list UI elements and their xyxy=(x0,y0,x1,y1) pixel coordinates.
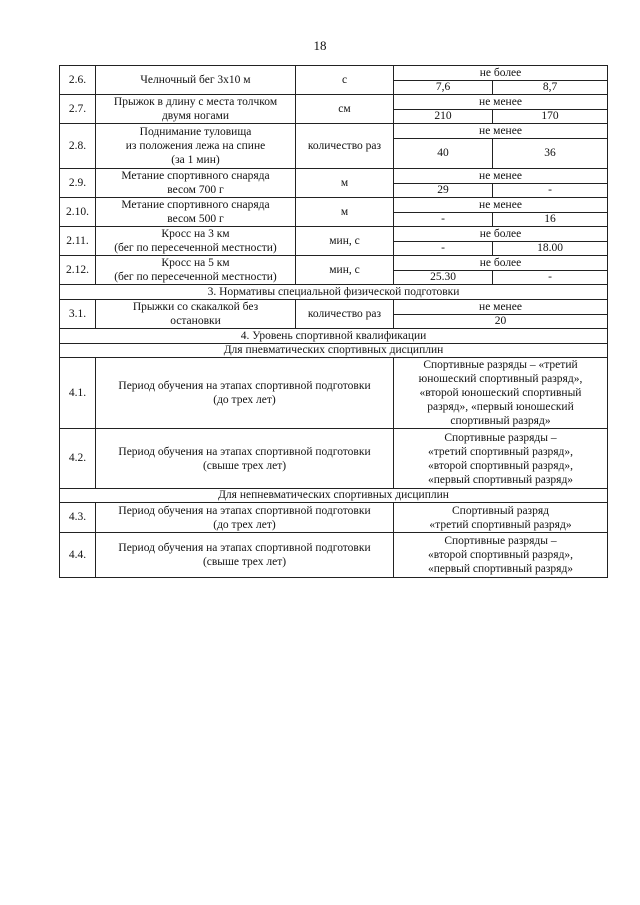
value-2: - xyxy=(493,271,608,285)
table-row xyxy=(60,344,608,358)
training-period xyxy=(96,533,394,578)
table-row xyxy=(60,66,608,81)
name-line: Прыжки со скакалкой без xyxy=(132,301,259,313)
section-heading: 3. Нормативы специальной физической подготовки xyxy=(60,285,608,300)
exercise-name xyxy=(96,300,296,329)
row-number: 3.1. xyxy=(60,300,96,329)
qualification-line: «первый спортивный разряд» xyxy=(427,563,574,575)
row-number: 2.8. xyxy=(60,124,96,169)
table-row xyxy=(60,124,608,139)
period-line: (до трех лет) xyxy=(213,394,276,406)
standards-table xyxy=(59,65,608,578)
value-1: - xyxy=(394,213,493,227)
subsection-heading: Для пневматических спортивных дисциплин xyxy=(60,344,608,358)
value-2: 36 xyxy=(493,139,608,169)
condition: не менее xyxy=(394,198,608,213)
period-line: Период обучения на этапах спортивной подготовки xyxy=(118,380,371,392)
value-2: 8,7 xyxy=(493,81,608,95)
table-row xyxy=(60,198,608,213)
qualification-level xyxy=(394,429,608,489)
qualification-line: юношеский спортивный разряд», xyxy=(418,373,583,385)
table-row xyxy=(60,429,608,489)
qualification-line: «второй юношеский спортивный xyxy=(419,387,582,399)
unit: мин, с xyxy=(296,227,394,256)
value-1: 210 xyxy=(394,110,493,124)
qualification-line: «первый спортивный разряд» xyxy=(427,473,574,486)
table-row xyxy=(60,329,608,344)
name-line: (бег по пересеченной местности) xyxy=(114,242,277,254)
qualification-line: «второй спортивный разряд», xyxy=(427,549,574,561)
period-line: Период обучения на этапах спортивной подготовки xyxy=(118,504,371,517)
value-1: 40 xyxy=(394,139,493,169)
unit: с xyxy=(296,66,394,95)
row-number: 4.4. xyxy=(60,533,96,578)
row-number: 4.3. xyxy=(60,503,96,533)
row-number: 2.7. xyxy=(60,95,96,124)
value-1: - xyxy=(394,242,493,256)
value-2: 170 xyxy=(493,110,608,124)
qualification-level xyxy=(394,503,608,533)
name-line: Кросс на 5 км xyxy=(161,257,230,269)
table-row xyxy=(60,169,608,184)
qualification-line: «второй спортивный разряд», xyxy=(427,459,574,472)
period-line: Период обучения на этапах спортивной подготовки xyxy=(118,445,371,458)
row-number: 4.2. xyxy=(60,429,96,489)
exercise-name: Челночный бег 3х10 м xyxy=(96,66,296,95)
table-row xyxy=(60,285,608,300)
exercise-name xyxy=(96,198,296,227)
training-period xyxy=(96,429,394,489)
name-line: весом 500 г xyxy=(167,213,224,225)
qualification-line: «третий спортивный разряд» xyxy=(429,518,572,531)
condition: не менее xyxy=(394,300,608,315)
name-line: Метание спортивного снаряда xyxy=(121,170,270,182)
table-row xyxy=(60,489,608,503)
name-line: остановки xyxy=(170,315,221,327)
condition: не более xyxy=(394,256,608,271)
value-1: 29 xyxy=(394,184,493,198)
name-line: из положения лежа на спине xyxy=(125,140,266,152)
qualification-line: «третий спортивный разряд», xyxy=(427,445,574,458)
row-number: 2.12. xyxy=(60,256,96,285)
table-row xyxy=(60,358,608,429)
unit: количество раз xyxy=(296,300,394,329)
period-line: (до трех лет) xyxy=(213,518,276,531)
table-row xyxy=(60,533,608,578)
period-line: (свыше трех лет) xyxy=(202,459,287,472)
qualification-line: разряд», «первый юношеский xyxy=(427,401,574,413)
table-row xyxy=(60,300,608,315)
name-line: двумя ногами xyxy=(161,110,230,122)
exercise-name xyxy=(96,169,296,198)
value-2: 16 xyxy=(493,213,608,227)
value-2: 18.00 xyxy=(493,242,608,256)
name-line: Поднимание туловища xyxy=(139,126,252,138)
table-row xyxy=(60,227,608,242)
page-number: 18 xyxy=(313,38,327,53)
name-line: (бег по пересеченной местности) xyxy=(114,271,277,283)
period-line: Период обучения на этапах спортивной подготовки xyxy=(118,542,371,554)
table-row xyxy=(60,503,608,533)
unit: мин, с xyxy=(296,256,394,285)
condition: не менее xyxy=(394,124,608,139)
subsection-heading: Для непневматических спортивных дисциплин xyxy=(60,489,608,503)
qualification-line: Спортивный разряд xyxy=(452,504,549,517)
qualification-line: Спортивные разряды – xyxy=(444,431,557,444)
unit: см xyxy=(296,95,394,124)
condition: не менее xyxy=(394,169,608,184)
exercise-name xyxy=(96,227,296,256)
qualification-line: спортивный разряд» xyxy=(450,415,551,427)
training-period xyxy=(96,503,394,533)
section-heading: 4. Уровень спортивной квалификации xyxy=(60,329,608,344)
row-number: 2.6. xyxy=(60,66,96,95)
qualification-line: Спортивные разряды – xyxy=(444,535,557,547)
qualification-level xyxy=(394,358,608,429)
name-line: Прыжок в длину с места толчком xyxy=(113,96,278,108)
table-row xyxy=(60,256,608,271)
name-line: Метание спортивного снаряда xyxy=(121,199,270,211)
condition: не более xyxy=(394,66,608,81)
qualification-level xyxy=(394,533,608,578)
row-number: 2.10. xyxy=(60,198,96,227)
unit: м xyxy=(296,198,394,227)
exercise-name xyxy=(96,95,296,124)
period-line: (свыше трех лет) xyxy=(202,556,287,568)
row-number: 2.11. xyxy=(60,227,96,256)
unit: м xyxy=(296,169,394,198)
name-line: Кросс на 3 км xyxy=(161,228,230,240)
value-1: 7,6 xyxy=(394,81,493,95)
value-2: - xyxy=(493,184,608,198)
training-period xyxy=(96,358,394,429)
name-line: весом 700 г xyxy=(167,184,224,196)
exercise-name xyxy=(96,124,296,169)
name-line: (за 1 мин) xyxy=(171,154,220,166)
unit: количество раз xyxy=(296,124,394,169)
value-1: 25.30 xyxy=(394,271,493,285)
condition: не более xyxy=(394,227,608,242)
condition: не менее xyxy=(394,95,608,110)
table-row xyxy=(60,95,608,110)
qualification-line: Спортивные разряды – «третий xyxy=(423,359,578,371)
exercise-name xyxy=(96,256,296,285)
row-number: 4.1. xyxy=(60,358,96,429)
value: 20 xyxy=(394,315,608,329)
row-number: 2.9. xyxy=(60,169,96,198)
